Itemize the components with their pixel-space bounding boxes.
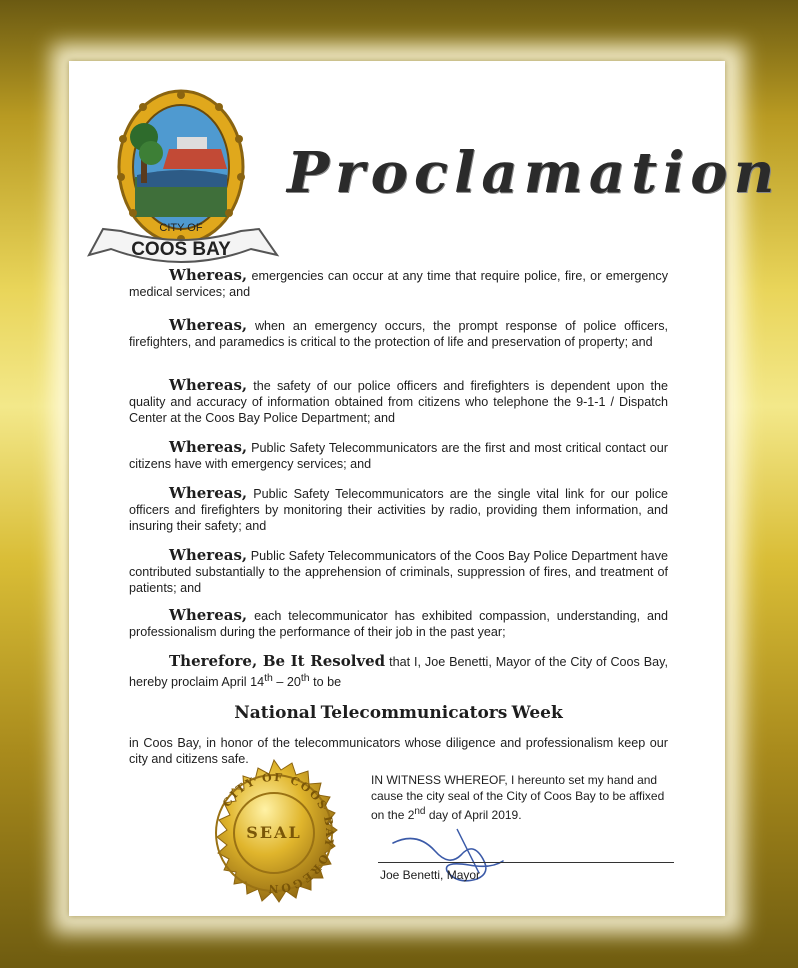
logo-city-of: CITY OF: [159, 222, 203, 234]
paragraph-text: each telecommunicator has exhibited compassion, understanding, and professionalism during the performance of their job in the past year;: [129, 609, 668, 639]
week-title: [129, 703, 668, 723]
date-suffix: nd: [414, 806, 426, 817]
city-logo: [81, 79, 287, 269]
city-seal: [199, 758, 349, 908]
paragraph-text: Public Safety Telecommunicators are the first and most critical contact our citizens have with emergency services; and: [129, 441, 668, 471]
whereas-paragraph: [129, 485, 668, 534]
signature-line: [378, 862, 674, 863]
date-suffix: th: [300, 672, 310, 684]
witness-text: day of April 2019.: [425, 808, 522, 822]
witness-statement: [371, 772, 671, 823]
week-word: Week: [511, 703, 563, 723]
whereas-paragraph: [129, 377, 668, 426]
therefore-text: that I, Joe Benetti, Mayor of the City of Coos Bay, hereby proclaim April 14: [129, 655, 669, 690]
whereas-paragraph: [129, 439, 668, 472]
document-title: Proclamation: [287, 140, 781, 206]
week-word: Telecommunicators: [320, 703, 508, 723]
whereas-label: Whereas,: [169, 376, 248, 394]
paragraph-text: when an emergency occurs, the prompt response of police officers, firefighters, and paramedics is critical to the protection of life and preservation of property; and: [129, 319, 668, 349]
logo-city-name: COOS BAY: [131, 239, 231, 260]
therefore-text: – 20: [272, 675, 301, 690]
whereas-label: Whereas,: [169, 316, 248, 334]
week-word: National: [234, 703, 317, 723]
witness-text: IN WITNESS WHEREOF, I hereunto set my hand and cause the city seal of the City of Coos Bay to be affixed on the 2: [371, 773, 665, 822]
seal-center-text: SEAL: [246, 823, 302, 842]
therefore-text: to be: [309, 675, 342, 690]
proclamation-document: [69, 61, 781, 916]
whereas-label: Whereas,: [169, 484, 248, 502]
whereas-paragraph: [129, 267, 668, 300]
therefore-paragraph: [129, 653, 668, 690]
whereas-label: Whereas,: [169, 438, 248, 456]
whereas-label: Whereas,: [169, 606, 248, 624]
paragraph-text: Public Safety Telecommunicators are the single vital link for our police officers and firefighters by monitoring their activities by radio, providing them information, and insuring their safety; and: [129, 487, 669, 533]
whereas-paragraph: [129, 607, 668, 640]
paragraph-text: the safety of our police officers and firefighters is dependent upon the quality and accuracy of information obtained from citizens who telephone the 9-1-1 / Dispatch Center at the Coos Bay Police Department; and: [129, 379, 668, 425]
paragraph-text: emergencies can occur at any time that require police, fire, or emergency medical services; and: [129, 269, 669, 299]
therefore-label: Therefore, Be It Resolved: [169, 652, 386, 670]
whereas-paragraph: [129, 317, 668, 350]
paragraph-text: Public Safety Telecommunicators of the Coos Bay Police Department have contributed substantially to the apprehension of criminals, suppression of fires, and treatment of patients; and: [129, 549, 668, 595]
whereas-label: Whereas,: [169, 266, 248, 284]
signatory-name: Joe Benetti, Mayor: [380, 868, 481, 882]
date-suffix: th: [264, 672, 273, 684]
whereas-paragraph: [129, 547, 668, 596]
seal-ring-text: CITY OF COOS BAY OREGON: [219, 770, 337, 896]
whereas-label: Whereas,: [169, 546, 248, 564]
closing-paragraph: in Coos Bay, in honor of the telecommunicators whose diligence and professionalism keep our city and citizens safe.: [129, 736, 668, 766]
